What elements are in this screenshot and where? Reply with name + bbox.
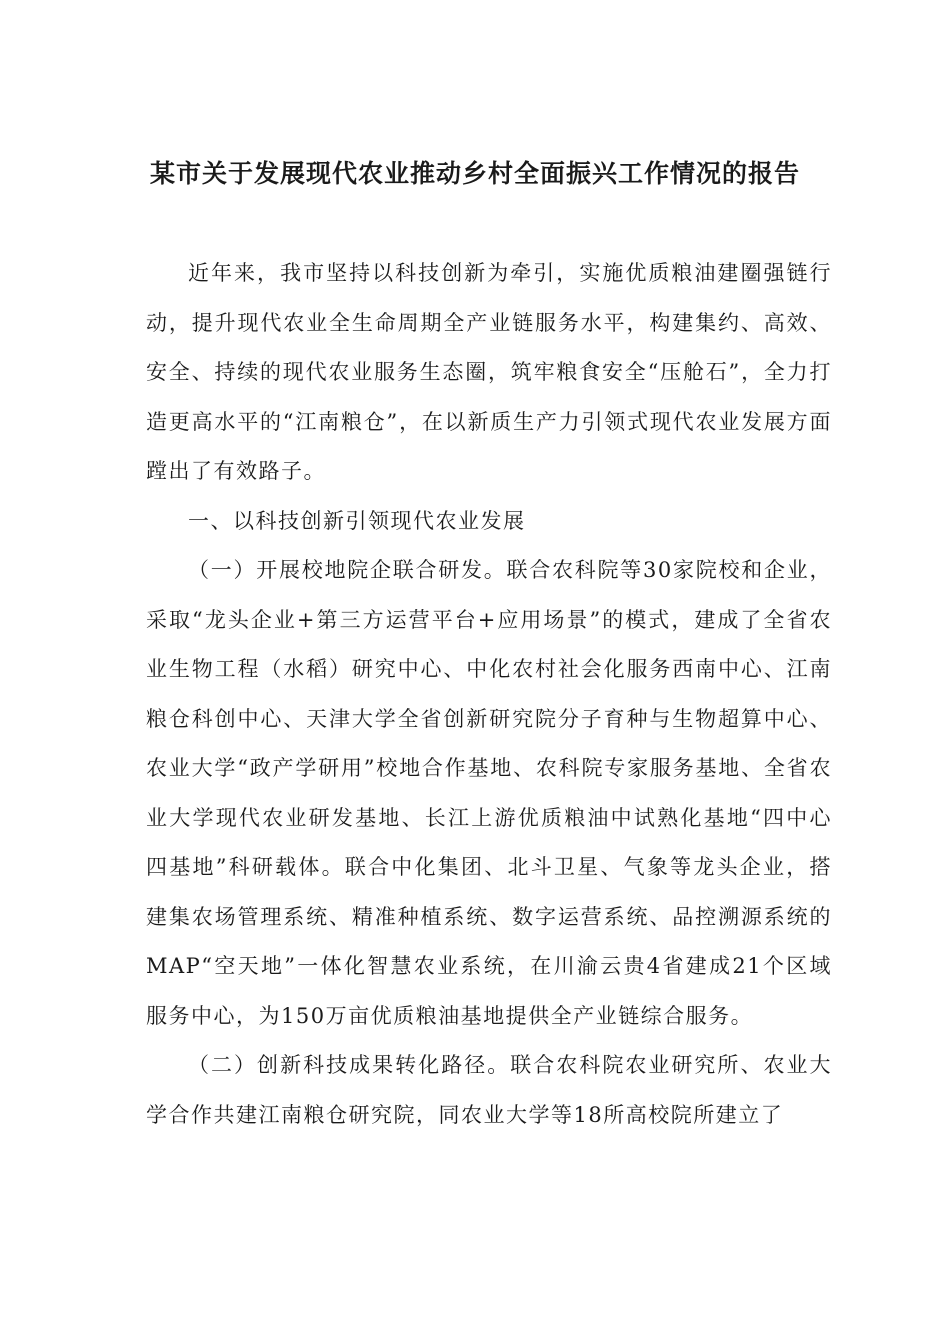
paragraph-1-1: （一）开展校地院企联合研发。联合农科院等30家院校和企业，采取“龙头企业+第三方运营平台+应用场景”的模式，建成了全省农业生物工程（水稻）研究中心、中化农村社会化服务西南中心、江南粮仓科创中心、天津大学全省创新研究院分子育种与生物超算中心、农业大学“政产学研用”校地合作基地、农科院专家服务基地、全省农业大学现代农业研发基地、长江上游优质粮油中试熟化基地“四中心四基地”科研载体。联合中化集团、北斗卫星、气象等龙头企业，搭建集农场管理系统、精准种植系统、数字运营系统、品控溯源系统的MAP“空天地”一体化智慧农业系统，在川渝云贵4省建成21个区域服务中心，为150万亩优质粮油基地提供全产业链综合服务。 xyxy=(146,558,832,1028)
paragraph-1-2: （二）创新科技成果转化路径。联合农科院农业研究所、农业大学合作共建江南粮仓研究院，同农业大学等18所高校院所建立了 xyxy=(146,1053,832,1127)
paragraph-intro: 近年来，我市坚持以科技创新为牵引，实施优质粮油建圈强链行动，提升现代农业全生命周期全产业链服务水平，构建集约、高效、安全、持续的现代农业服务生态圈，筑牢粮食安全“压舱石”，全力打造更高水平的“江南粮仓”，在以新质生产力引领式现代农业发展方面蹚出了有效路子。 xyxy=(146,261,832,483)
document-title: 某市关于发展现代农业推动乡村全面振兴工作情况的报告 xyxy=(149,159,800,188)
section-heading-1: 一、以科技创新引领现代农业发展 xyxy=(188,508,526,533)
document-body xyxy=(146,249,832,1140)
